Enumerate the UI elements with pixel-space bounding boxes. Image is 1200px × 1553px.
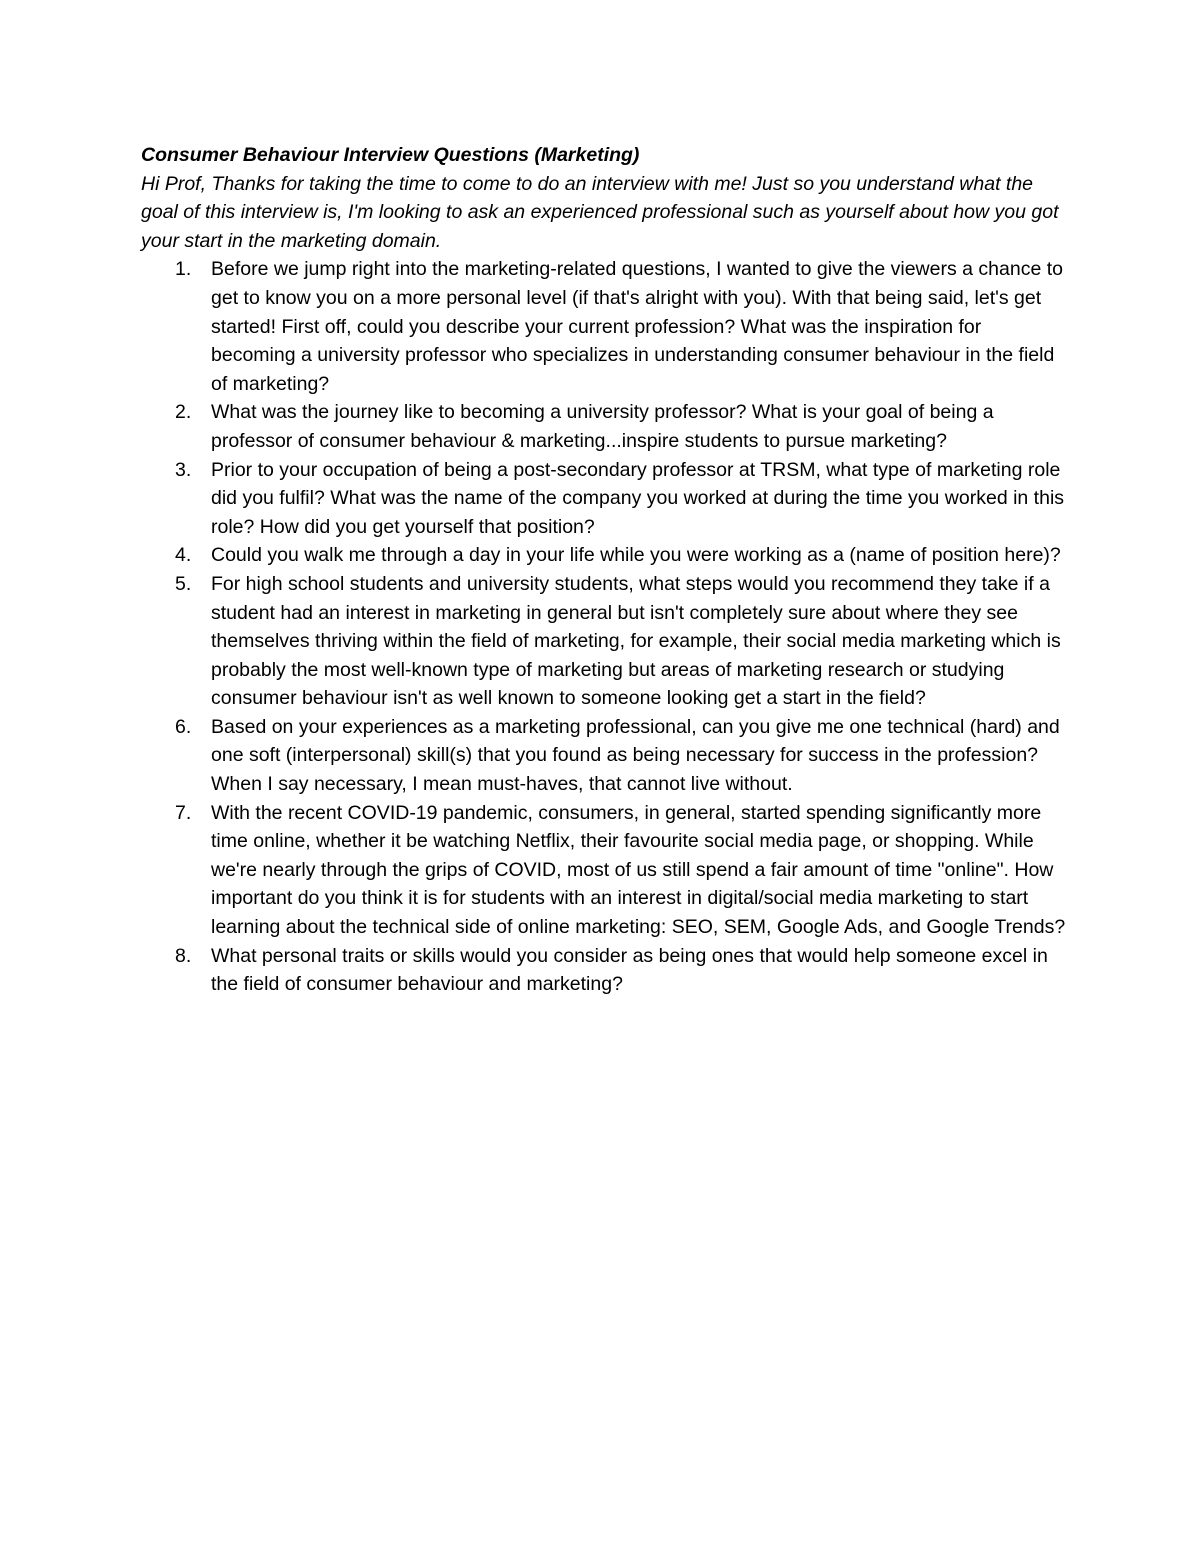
question-text: For high school students and university students, what steps would you recommend they take if a student had an interest in marketing in general but isn't completely sure about where they see themselves thriving within the field of marketing, for example, their social media marketing which is probably the most well-known type of marketing but areas of marketing research or studying consumer behaviour isn't as well known to someone looking get a start in the field? <box>211 572 1061 710</box>
question-item-3 <box>141 456 1066 542</box>
question-text: Based on your experiences as a marketing professional, can you give me one technical (hard) and one soft (interpersonal) skill(s) that you found as being necessary for success in the profession? When I say necessary, I mean must-haves, that cannot live without. <box>211 715 1060 796</box>
document-content <box>141 141 1066 999</box>
question-number: 2. <box>175 401 192 424</box>
question-list <box>141 255 1066 998</box>
question-item-7 <box>141 799 1066 942</box>
question-number: 8. <box>175 944 192 967</box>
question-text: Before we jump right into the marketing-related questions, I wanted to give the viewers a chance to get to know you on a more personal level (if that's alright with you). With that being said, let's get started! First off, could you describe your current profession? What was the inspiration for becoming a university professor who specializes in understanding consumer behaviour in the field of marketing? <box>211 258 1063 395</box>
question-item-8 <box>141 942 1066 999</box>
question-text: With the recent COVID-19 pandemic, consumers, in general, started spending significantly more time online, whether it be watching Netflix, their favourite social media page, or shopping. While we're nearly through the grips of COVID, most of us still spend a fair amount of time "online". How important do you think it is for students with an interest in digital/social media marketing to start learning about the technical side of online marketing: SEO, SEM, Google Ads, and Google Trends? <box>211 801 1066 939</box>
question-item-4 <box>141 541 1066 570</box>
question-text: What was the journey like to becoming a university professor? What is your goal of being a professor of consumer behaviour & marketing...inspire students to pursue marketing? <box>211 401 994 452</box>
question-item-2 <box>141 398 1066 455</box>
question-number: 1. <box>175 258 192 281</box>
intro-paragraph: Hi Prof, Thanks for taking the time to come to do an interview with me! Just so you understand what the goal of this interview is, I'm looking to ask an experienced professional such as yourself about how you got your start in the marketing domain. <box>141 172 1059 252</box>
question-text: Prior to your occupation of being a post-secondary professor at TRSM, what type of marketing role did you fulfil? What was the name of the company you worked at during the time you worked in this role? How did you get yourself that position? <box>211 458 1065 538</box>
question-number: 3. <box>175 458 192 481</box>
question-item-6 <box>141 713 1066 799</box>
question-item-5 <box>141 570 1066 713</box>
question-text: Could you walk me through a day in your life while you were working as a (name of position here)? <box>211 544 1061 567</box>
question-number: 5. <box>175 572 192 595</box>
document-title: Consumer Behaviour Interview Questions (Marketing) <box>141 144 640 166</box>
question-number: 6. <box>175 715 192 738</box>
question-text: What personal traits or skills would you consider as being ones that would help someone excel in the field of consumer behaviour and marketing? <box>211 944 1048 996</box>
question-number: 4. <box>175 544 192 567</box>
question-number: 7. <box>175 801 192 824</box>
question-item-1 <box>141 255 1066 398</box>
